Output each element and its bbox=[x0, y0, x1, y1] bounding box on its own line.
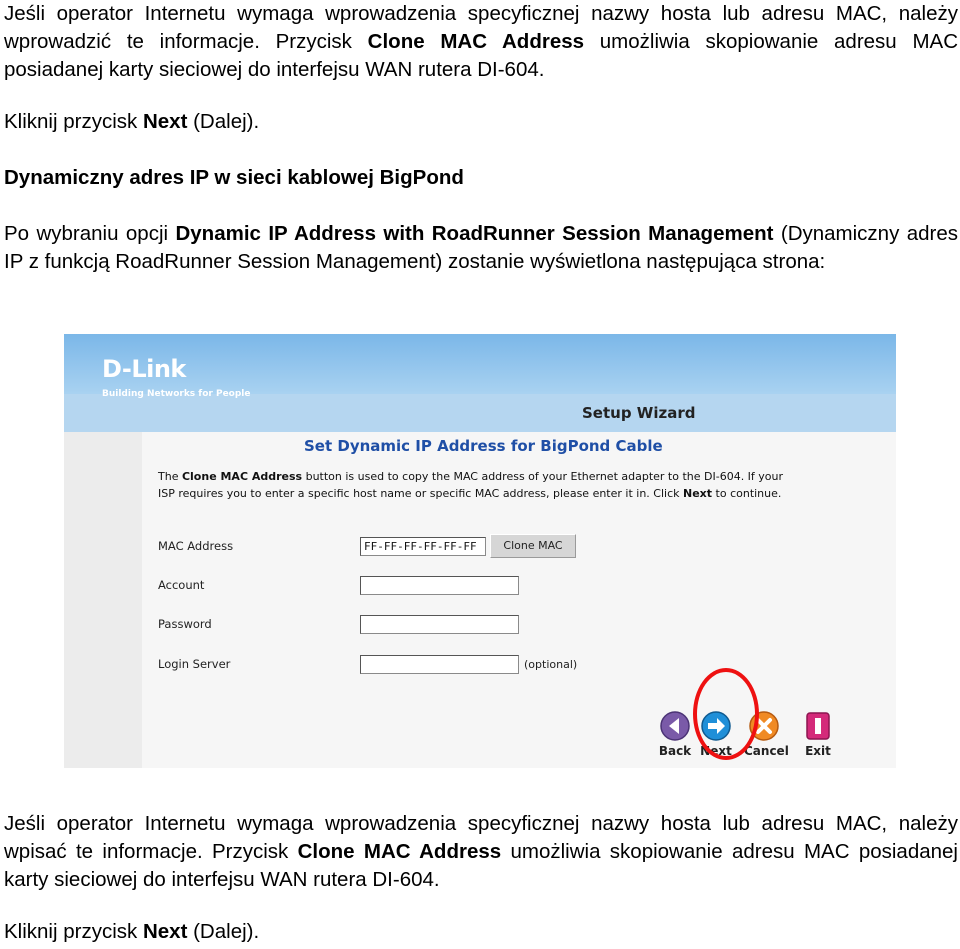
outro-click-text: Kliknij przycisk bbox=[4, 920, 143, 943]
login-server-input[interactable] bbox=[360, 655, 519, 674]
exit-label: Exit bbox=[805, 744, 831, 758]
password-label: Password bbox=[158, 617, 212, 631]
outro-text: Jeśli operator Internetu wymaga wprowadzenia specyficznej nazwy hosta lub adresu MAC, należy wpisać te informacje. Przycisk bbox=[4, 812, 958, 863]
exit-door-icon bbox=[802, 710, 834, 742]
intro-next-term: Next bbox=[142, 110, 188, 133]
section-option-term: Dynamic IP Address with RoadRunner Session Management bbox=[175, 222, 774, 245]
back-button[interactable] bbox=[655, 710, 695, 766]
outro-dalej-text: (Dalej). bbox=[187, 920, 260, 943]
outro-next-term: Next bbox=[142, 920, 188, 943]
clone-mac-button[interactable]: Clone MAC bbox=[490, 534, 576, 558]
outro-paragraph bbox=[4, 810, 958, 894]
outro-text-end: umożliwia skopiowanie adresu MAC posiadanej karty sieciowej do interfejsu WAN rutera DI-604. bbox=[4, 840, 958, 891]
back-arrow-icon bbox=[659, 710, 691, 742]
account-input[interactable] bbox=[360, 576, 519, 595]
dlink-header-bar bbox=[64, 334, 896, 394]
optional-note: (optional) bbox=[524, 658, 578, 671]
dlink-tagline: Building Networks for People bbox=[102, 389, 251, 399]
section-text-end: (Dynamiczny adres IP z funkcją RoadRunner Session Management) zostanie wyświetlona następująca strona: bbox=[4, 222, 959, 273]
intro-next-instruction bbox=[4, 108, 958, 136]
next-label: Next bbox=[700, 744, 732, 758]
login-server-label: Login Server bbox=[158, 657, 231, 671]
mac-address-input[interactable]: FF-FF-FF-FF-FF-FF bbox=[360, 537, 486, 556]
back-label: Back bbox=[658, 744, 692, 758]
router-setup-screenshot bbox=[64, 334, 896, 768]
intro-text: Jeśli operator Internetu wymaga wprowadzenia specyficznej nazwy hosta lub adresu MAC, należy wprowadzić te informacje. Przycisk bbox=[4, 2, 958, 53]
account-label: Account bbox=[158, 578, 205, 592]
dlink-logo: D-Link bbox=[102, 355, 186, 383]
cancel-label: Cancel bbox=[744, 744, 789, 758]
setup-wizard-title: Setup Wizard bbox=[582, 404, 696, 422]
bigpond-subtitle: Set Dynamic IP Address for BigPond Cable bbox=[304, 437, 663, 455]
outro-clone-mac-term: Clone MAC Address bbox=[297, 840, 502, 863]
section-paragraph bbox=[4, 220, 958, 276]
section-text: Po wybraniu opcji bbox=[4, 222, 176, 245]
outro-next-instruction bbox=[4, 918, 958, 946]
password-input[interactable] bbox=[360, 615, 519, 634]
intro-text-end: umożliwia skopiowanie adresu MAC posiadanej karty sieciowej do interfejsu WAN rutera DI-604. bbox=[4, 30, 958, 81]
screenshot-sidebar bbox=[64, 432, 142, 768]
exit-button[interactable] bbox=[798, 710, 838, 766]
mac-address-label: MAC Address bbox=[158, 539, 234, 553]
section-heading: Dynamiczny adres IP w sieci kablowej BigPond bbox=[4, 166, 464, 189]
intro-clone-mac-term: Clone MAC Address bbox=[367, 30, 585, 53]
wizard-description: The Clone MAC Address button is used to copy the MAC address of your Ethernet adapter to the DI-604. If your ISP requires you to enter a specific host name or specific MAC address, please enter it in. Click Next to continue. bbox=[158, 470, 784, 500]
next-highlight-circle bbox=[693, 668, 759, 760]
intro-paragraph bbox=[4, 0, 958, 84]
intro-dalej-text: (Dalej). bbox=[187, 110, 260, 133]
intro-click-text: Kliknij przycisk bbox=[4, 110, 143, 133]
